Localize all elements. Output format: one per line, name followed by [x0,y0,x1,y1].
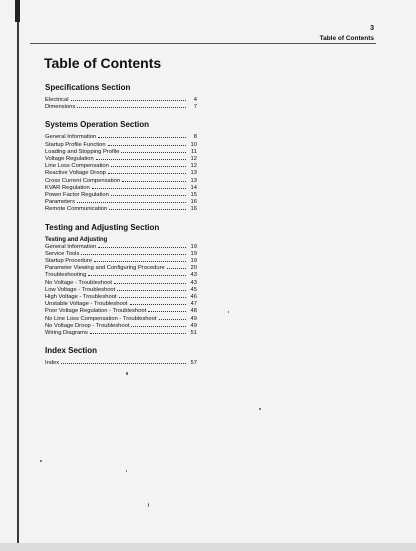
toc-entry [45,330,197,337]
toc-entry-page: 20 [190,265,197,272]
toc-entry-label: Service Tools [45,250,80,257]
toc-entry-page: 19 [190,258,197,265]
toc-entry [45,97,197,104]
scan-speck [126,470,127,472]
toc-section-systems-operation [45,120,197,213]
leader-dots [131,326,186,327]
leader-dots [96,159,186,160]
toc-entry-page: 46 [190,294,197,301]
toc-entry [45,294,197,301]
toc-entry-page: 10 [190,141,197,148]
toc-entry-page: 47 [190,301,197,308]
toc-entry [45,104,197,111]
toc-entry-label: Low Voltage - Troubleshoot [45,286,116,293]
toc-entry-page: 49 [190,322,197,329]
toc-entry-page: 43 [190,279,197,286]
scan-speck [148,503,149,507]
toc-entry [45,316,197,323]
toc-entry-page: 13 [190,170,197,177]
toc-entry [45,178,197,185]
toc-entry-label: Voltage Regulation [45,156,94,163]
toc-entry-label: No Line Loss Compensation - Troubleshoot [45,315,157,322]
toc-entry [45,185,197,192]
toc-entry-label: Parameter Viewing and Configuring Procedure [45,265,165,272]
toc-entry-label: Remote Communication [45,206,108,213]
toc-entry-label: Parameters [45,199,75,206]
page-number: 3 [370,25,374,32]
header-rule [30,43,376,44]
toc-entry-page: 11 [190,148,197,155]
toc-entry [45,163,197,170]
toc-entry-page: 48 [190,308,197,315]
leader-dots [114,283,186,284]
leader-dots [111,195,186,196]
leader-dots [77,107,186,108]
toc-entry-label: Reactive Voltage Droop [45,170,106,177]
toc-entry [45,199,197,206]
toc-entry-page: 19 [190,243,197,250]
left-margin-mark [15,0,20,22]
toc-entry-page: 12 [190,163,197,170]
toc-entry-label: General Information [45,243,97,250]
leader-dots [111,166,186,167]
toc-entry-page: 45 [190,286,197,293]
toc-entry-page: 12 [190,156,197,163]
leader-dots [98,137,186,138]
subsection-heading: Testing and Adjusting [45,236,108,243]
toc-entry-label: Electrical [45,97,69,103]
toc-section-testing-adjusting [45,223,197,338]
leader-dots [148,311,186,312]
toc-entry [45,258,197,265]
toc-entry-label: General Information [45,134,97,141]
toc-entry [45,192,197,199]
toc-entry-label: Wiring Diagrams [45,330,88,337]
toc-entry-label: Cross Current Compensation [45,177,121,184]
toc-entry-page: 13 [190,177,197,184]
leader-dots [108,145,186,146]
section-heading: Index Section [45,346,98,356]
toc-entry-label: Dimensions [45,104,76,111]
toc-entry [45,280,197,287]
toc-entry-page: 51 [190,330,197,337]
leader-dots [94,261,186,262]
toc-body [45,83,197,376]
toc-entry-label: Troubleshooting [45,272,87,279]
toc-entry-label: No Voltage - Troubleshoot [45,279,113,286]
toc-entry [45,308,197,315]
toc-entry [45,287,197,294]
leader-dots [88,275,186,276]
scan-edge-shadow [0,543,416,551]
scan-speck [228,311,229,313]
toc-entry [45,360,197,367]
leader-dots [121,152,186,153]
toc-entry-page: 15 [190,192,197,199]
toc-section-specifications [45,83,197,111]
toc-entry-page: 16 [190,199,197,206]
leader-dots [92,188,186,189]
leader-dots [90,333,186,334]
toc-entry [45,170,197,177]
scan-speck [126,372,128,375]
toc-entry [45,251,197,258]
toc-entry-page: 16 [190,206,197,213]
toc-entry [45,206,197,213]
toc-entry-label: Power Factor Regulation [45,192,109,199]
leader-dots [108,173,186,174]
leader-dots [77,202,186,203]
toc-entry-label: KVAR Regulation [45,184,90,191]
section-heading: Testing and Adjusting Section [45,222,160,232]
leader-dots [81,254,186,255]
toc-entry-page: 57 [190,360,197,367]
toc-entry-page: 4 [193,97,197,103]
toc-entry-page: 7 [193,104,197,111]
toc-entry [45,142,197,149]
leader-dots [71,100,186,101]
toc-entry-label: Index [45,360,60,367]
toc-entry-label: High Voltage - Troubleshoot [45,294,117,301]
toc-entry-label: Poor Voltage Regulation - Troubleshoot [45,308,147,315]
toc-entry [45,244,197,251]
section-heading: Systems Operation Section [45,120,150,130]
leader-dots [117,290,186,291]
leader-dots [167,268,186,269]
toc-entry-label: No Voltage Droop - Troubleshoot [45,322,130,329]
toc-entry-label: Unstable Voltage - Troubleshoot [45,301,128,308]
toc-entry-page: 43 [190,272,197,279]
toc-entry-label: Line Loss Compensation [45,163,109,170]
toc-entry [45,323,197,330]
toc-entry-label: Startup Profile Function [45,141,106,148]
toc-entry-label: Loading and Stopping Profile [45,148,120,155]
scan-speck [40,460,42,462]
toc-entry-label: Startup Procedure [45,258,93,265]
scan-speck [259,408,261,410]
leader-dots [130,304,187,305]
toc-entry [45,149,197,156]
toc-entry-page: 19 [190,250,197,257]
leader-dots [159,319,187,320]
section-heading: Specifications Section [45,83,131,92]
toc-entry [45,265,197,272]
toc-entry [45,156,197,163]
running-header: Table of Contents [319,35,374,42]
toc-entry [45,272,197,279]
left-margin-rule [17,0,19,551]
leader-dots [119,297,186,298]
leader-dots [61,363,186,364]
leader-dots [98,247,186,248]
toc-entry-page: 14 [190,184,197,191]
toc-entry-page: 49 [190,315,197,322]
page-title: Table of Contents [44,55,162,71]
toc-entry-page: 8 [193,134,197,141]
toc-section-index [45,346,197,367]
leader-dots [122,181,186,182]
toc-entry [45,301,197,308]
leader-dots [109,209,186,210]
toc-entry [45,134,197,141]
